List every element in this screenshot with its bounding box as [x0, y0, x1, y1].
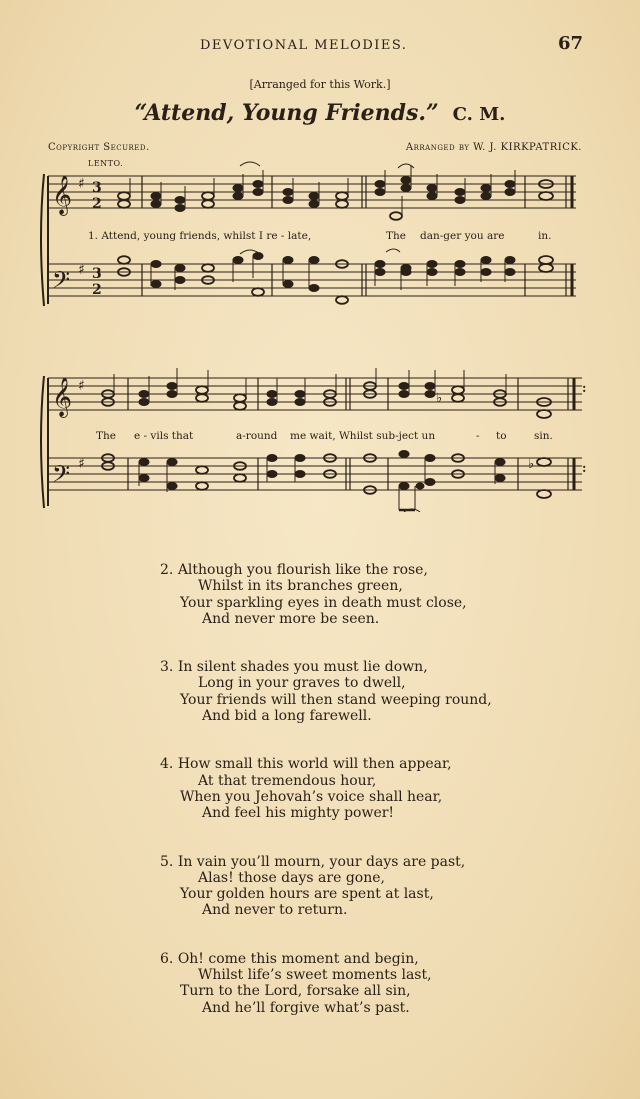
time-signature: 3 [92, 180, 102, 196]
lyric-line-2d: me wait, Whilst sub-ject un [290, 430, 436, 442]
verse-4 [160, 756, 492, 821]
lyric-line-2a: The [96, 430, 116, 442]
song-title [0, 100, 640, 126]
verse-number: 4. [160, 756, 174, 773]
verse-line: How small this world will then appear, [177, 756, 452, 773]
verse-line: Oh! come this moment and begin, [177, 950, 419, 967]
song-title-text: “Attend, Young Friends.” [134, 100, 439, 126]
lyric-line-2f: to [496, 430, 507, 442]
verse-line: When you Jehovah’s voice shall hear, [180, 788, 443, 805]
svg-text:♯: ♯ [78, 456, 85, 472]
svg-text:♭: ♭ [436, 391, 443, 406]
arranged-note: [Arranged for this Work.] [249, 78, 391, 91]
verse-line: Whilst in its branches green, [198, 578, 403, 595]
lyric-line-2g: sin. [534, 430, 553, 442]
verse-line: And feel his mighty power! [202, 805, 395, 822]
lyric-line-1a: 1. Attend, young friends, whilst I re - late, [88, 230, 312, 242]
running-header: DEVOTIONAL MELODIES. [200, 38, 408, 53]
repeat-dots-icon: : [582, 381, 587, 395]
lyric-line-2e: - [476, 430, 480, 442]
verse-line: Alas! those days are gone, [198, 869, 385, 886]
lyric-line-1d: in. [538, 230, 552, 242]
verse-number: 5. [160, 853, 174, 870]
verse-line: And never more be seen. [202, 610, 380, 627]
verse-5 [160, 854, 492, 919]
svg-text:♭: ♭ [528, 457, 535, 472]
verse-line: And he’ll forgive what’s past. [202, 999, 410, 1016]
svg-text:2: 2 [92, 282, 102, 298]
verse-line: Long in your graves to dwell, [198, 675, 406, 692]
verse-line: At that tremendous hour, [198, 772, 377, 789]
treble-notes-1 [118, 166, 553, 220]
svg-text:3: 3 [92, 266, 102, 282]
copyright-note: Copyright Secured. [48, 142, 150, 153]
verse-line: Your sparkling eyes in death must close, [180, 594, 467, 611]
bass-clef-icon: 𝄢 [52, 266, 71, 299]
verse-number: 3. [160, 659, 174, 676]
lyric-line-2c: a-round [236, 430, 278, 442]
verse-2 [160, 562, 492, 627]
svg-text:♯: ♯ [78, 378, 85, 394]
verse-line: Turn to the Lord, forsake all sin, [180, 983, 411, 1000]
key-sharp-icon: ♯ [78, 176, 85, 192]
verse-line: Whilst life’s sweet moments last, [198, 967, 432, 984]
svg-text:𝄞: 𝄞 [52, 377, 73, 417]
bass-notes-2 [102, 451, 551, 511]
lyric-line-1b: The [386, 230, 406, 242]
verse-line: And bid a long farewell. [202, 708, 372, 725]
svg-text::: : [582, 461, 587, 475]
verse-line: Your golden hours are spent at last, [180, 886, 434, 903]
page-number: 67 [558, 33, 584, 54]
verse-line: Although you flourish like the rose, [177, 562, 428, 578]
verse-6 [160, 951, 492, 1016]
treble-clef-icon: 𝄞 [52, 175, 73, 215]
arranger-label: Arranged by [405, 142, 470, 153]
svg-text:2: 2 [92, 196, 102, 212]
verse-line: Your friends will then stand weeping round, [180, 691, 492, 708]
verse-line: In vain you’ll mourn, your days are past, [177, 853, 466, 870]
verses [160, 562, 492, 1048]
arranger-credit [406, 142, 582, 153]
lyric-line-2b: e - vils that [134, 430, 194, 442]
meter: C. M. [452, 104, 506, 125]
tempo-marking: LENTO. [88, 159, 124, 168]
verse-number: 6. [160, 950, 174, 967]
arranger-name: W. J. KIRKPATRICK. [473, 142, 582, 153]
verse-number: 2. [160, 562, 174, 578]
verse-line: And never to return. [202, 902, 348, 919]
lyric-line-1c: dan-ger you are [420, 230, 505, 242]
svg-text:𝄢: 𝄢 [52, 460, 71, 493]
svg-text:♯: ♯ [78, 262, 85, 278]
verse-3 [160, 659, 492, 724]
verse-line: In silent shades you must lie down, [177, 659, 428, 676]
